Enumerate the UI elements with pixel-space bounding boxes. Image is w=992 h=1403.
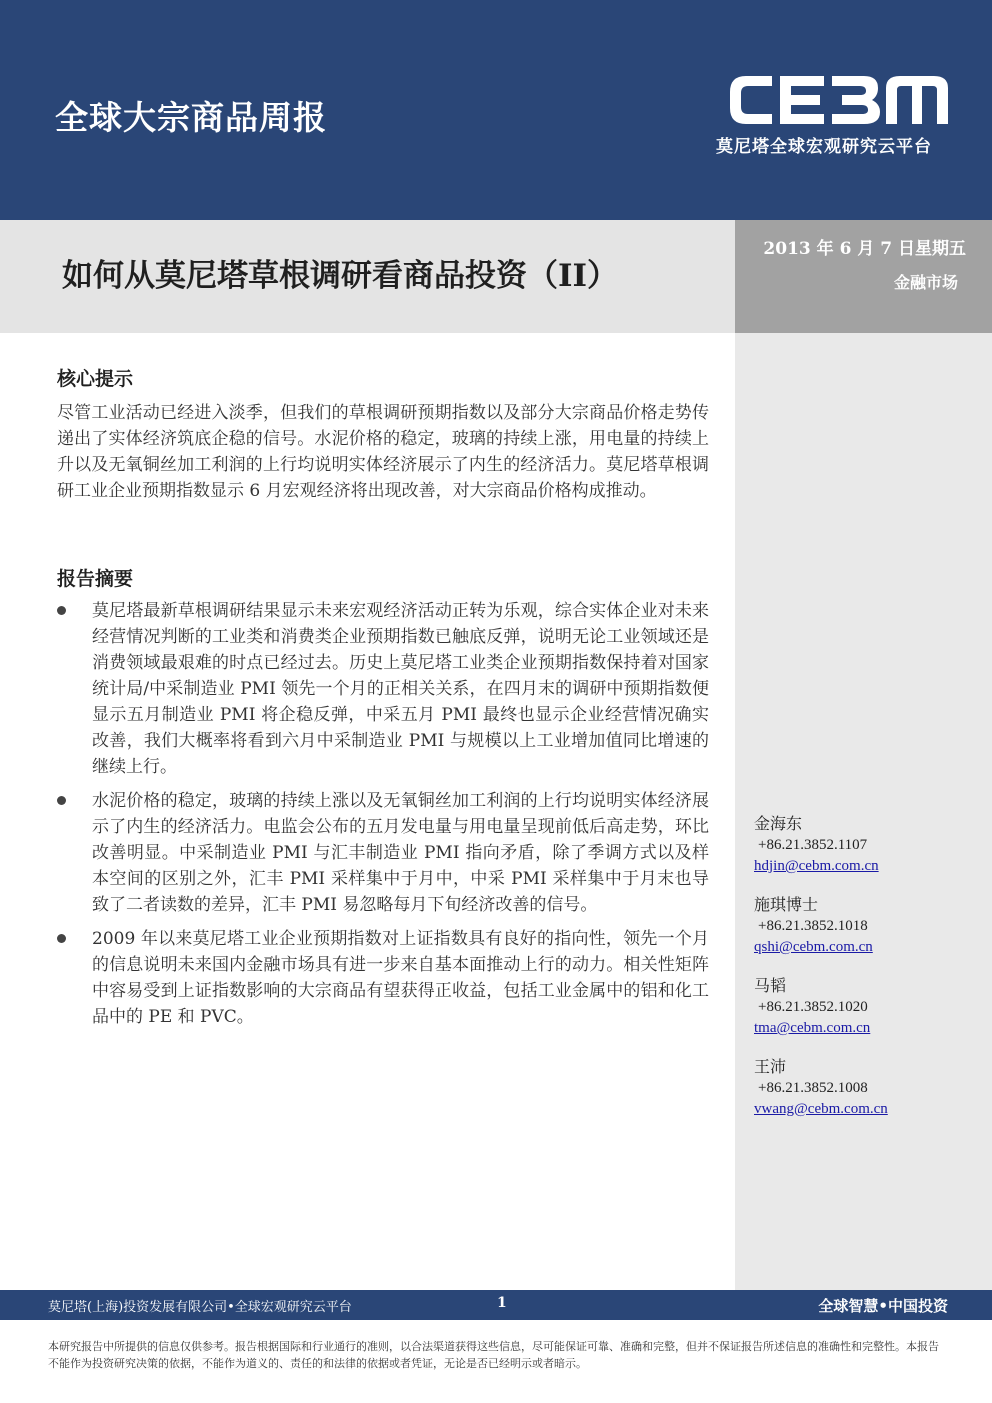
core-paragraph: 尽管工业活动已经进入淡季，但我们的草根调研预期指数以及部分大宗商品价格走势传递出了实体经济筑底企稳的信号。水泥价格的稳定，玻璃的持续上涨，用电量的持续上升以及无氧铜丝加工利润的上行均说明实体经济展示了内生的经济活力。莫尼塔草根调研工业企业预期指数显示 6 月宏观经济将出现改善，对大宗商品价格构成推动。 — [57, 403, 709, 501]
contact-phone: +86.21.3852.1107 — [758, 837, 868, 853]
contact-card — [754, 894, 974, 958]
contact-card — [754, 1056, 974, 1120]
report-category: 金融市场 — [893, 273, 958, 292]
analyst-contacts — [754, 813, 974, 1137]
logo-subtitle: 莫尼塔全球宏观研究云平台 — [716, 137, 932, 157]
contact-card — [754, 975, 974, 1039]
list-item — [57, 788, 709, 918]
contact-phone: +86.21.3852.1020 — [758, 999, 868, 1015]
disclaimer-text: 本研究报告中所提供的信息仅供参考。报告根据国际和行业通行的准则，以合法渠道获得这些信息，尽可能保证可靠、准确和完整，但并不保证报告所述信息的准确性和完整性。本报告不能作为投资研究决策的依据，不能作为道义的、责任的和法律的依据或者凭证，无论是否已经明示或者暗示。 — [48, 1340, 939, 1370]
footer-company: 莫尼塔(上海)投资发展有限公司•全球宏观研究云平台 — [48, 1300, 352, 1315]
list-item — [57, 598, 709, 780]
cebm-logo — [728, 72, 950, 128]
bullet-icon — [57, 934, 66, 943]
contact-card — [754, 813, 974, 877]
bullet-text: 水泥价格的稳定，玻璃的持续上涨以及无氧铜丝加工利润的上行均说明实体经济展示了内生的经济活力。电监会公布的五月发电量与用电量呈现前低后高走势，环比改善明显。中采制造业 PMI 与汇丰制造业 PMI 指向矛盾，除了季调方式以及样本空间的区别之外，汇丰 PMI 采样集中于月中，中采 PMI 采样集中于月末也导致了二者读数的差异，汇丰 PMI 易忽略每月下旬经济改善的信号。 — [92, 791, 709, 915]
contact-email-link[interactable]: tma@cebm.com.cn — [754, 1020, 871, 1036]
contact-email-link[interactable]: hdjin@cebm.com.cn — [754, 858, 879, 874]
footer-slogan: 全球智慧•中国投资 — [818, 1297, 948, 1315]
contact-name: 王沛 — [754, 1057, 787, 1076]
core-heading: 核心提示 — [57, 368, 134, 390]
report-date: 2013 年 6 月 7 日星期五 — [763, 239, 966, 259]
contact-email-link[interactable]: vwang@cebm.com.cn — [754, 1101, 888, 1117]
bullet-icon — [57, 606, 66, 615]
report-title: 如何从莫尼塔草根调研看商品投资（II） — [62, 258, 619, 294]
contact-email-link[interactable]: qshi@cebm.com.cn — [754, 939, 873, 955]
page-number: 1 — [497, 1295, 507, 1311]
contact-phone: +86.21.3852.1008 — [758, 1080, 868, 1096]
bullet-icon — [57, 796, 66, 805]
report-series-title: 全球大宗商品周报 — [55, 98, 327, 137]
contact-name: 金海东 — [754, 814, 803, 833]
contact-name: 施琪博士 — [754, 895, 819, 914]
summary-heading: 报告摘要 — [57, 568, 134, 590]
list-item — [57, 926, 709, 1030]
contact-phone: +86.21.3852.1018 — [758, 918, 868, 934]
bullet-text: 莫尼塔最新草根调研结果显示未来宏观经济活动正转为乐观，综合实体企业对未来经营情况判断的工业类和消费类企业预期指数已触底反弹，说明无论工业领域还是消费领域最艰难的时点已经过去。历史上莫尼塔工业类企业预期指数保持着对国家统计局/中采制造业 PMI 领先一个月的正相关关系，在四月末的调研中预期指数便显示五月制造业 PMI 将企稳反弹，中采五月 PMI 最终也显示企业经营情况确实改善，我们大概率将看到六月中采制造业 PMI 与规模以上工业增加值同比增速的继续上行。 — [92, 601, 709, 777]
contact-name: 马韬 — [754, 976, 787, 995]
summary-list — [57, 598, 709, 1038]
bullet-text: 2009 年以来莫尼塔工业企业预期指数对上证指数具有良好的指向性，领先一个月的信息说明未来国内金融市场具有进一步来自基本面推动上行的动力。相关性矩阵中容易受到上证指数影响的大宗商品有望获得正收益，包括工业金属中的铝和化工品中的 PE 和 PVC。 — [92, 929, 709, 1027]
